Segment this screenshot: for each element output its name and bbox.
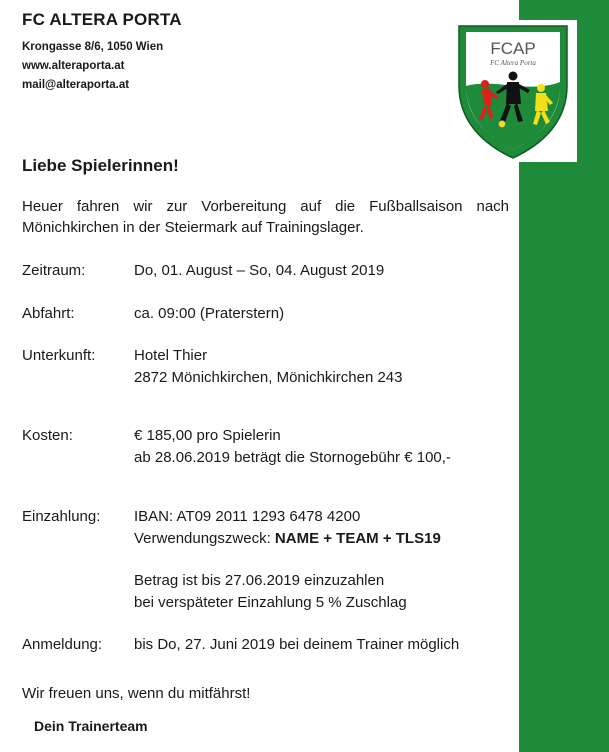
einzahlung-purpose	[134, 528, 441, 549]
zeitraum-label: Zeitraum:	[22, 262, 86, 279]
closing-text: Wir freuen uns, wenn du mitfährst!	[22, 685, 251, 702]
club-address: Krongasse 8/6, 1050 Wien	[22, 41, 164, 53]
kosten-cancellation-fee: ab 28.06.2019 beträgt die Stornogebühr € 100,-	[134, 449, 451, 466]
unterkunft-label: Unterkunft:	[22, 347, 96, 364]
einzahlung-deadline-note: Betrag ist bis 27.06.2019 einzuzahlen	[134, 572, 385, 589]
unterkunft-address: 2872 Mönichkirchen, Mönichkirchen 243	[134, 369, 403, 386]
intro-paragraph: Heuer fahren wir zur Vorbereitung auf die Fußballsaison nach Mönichkirchen in der Steiermark auf Trainingslager.	[22, 198, 509, 236]
einzahlung-late-fee-note: bei verspäteter Einzahlung 5 % Zuschlag	[134, 594, 407, 611]
club-email: mail@alteraporta.at	[22, 79, 130, 91]
logo-subtitle: FC Altera Porta	[490, 59, 536, 67]
abfahrt-label: Abfahrt:	[22, 305, 75, 322]
purpose-label: Verwendungszweck:	[134, 530, 275, 547]
club-logo	[449, 20, 577, 162]
unterkunft-hotel: Hotel Thier	[134, 347, 208, 364]
anmeldung-value: bis Do, 27. Juni 2019 bei deinem Trainer möglich	[134, 636, 460, 653]
kosten-label: Kosten:	[22, 427, 73, 444]
abfahrt-value: ca. 09:00 (Praterstern)	[134, 305, 285, 322]
signature: Dein Trainerteam	[34, 718, 148, 734]
kosten-price: € 185,00 pro Spielerin	[134, 427, 281, 444]
greeting-heading: Liebe Spielerinnen!	[22, 156, 179, 175]
anmeldung-label: Anmeldung:	[22, 636, 103, 653]
logo-abbreviation: FCAP	[490, 39, 536, 58]
einzahlung-label: Einzahlung:	[22, 508, 101, 525]
zeitraum-value: Do, 01. August – So, 04. August 2019	[134, 262, 385, 279]
club-name: FC ALTERA PORTA	[22, 10, 182, 29]
purpose-value: NAME + TEAM + TLS19	[274, 530, 441, 547]
letterhead	[22, 10, 182, 91]
club-website: www.alteraporta.at	[22, 60, 125, 72]
einzahlung-iban: IBAN: AT09 2011 1293 6478 4200	[134, 508, 361, 525]
